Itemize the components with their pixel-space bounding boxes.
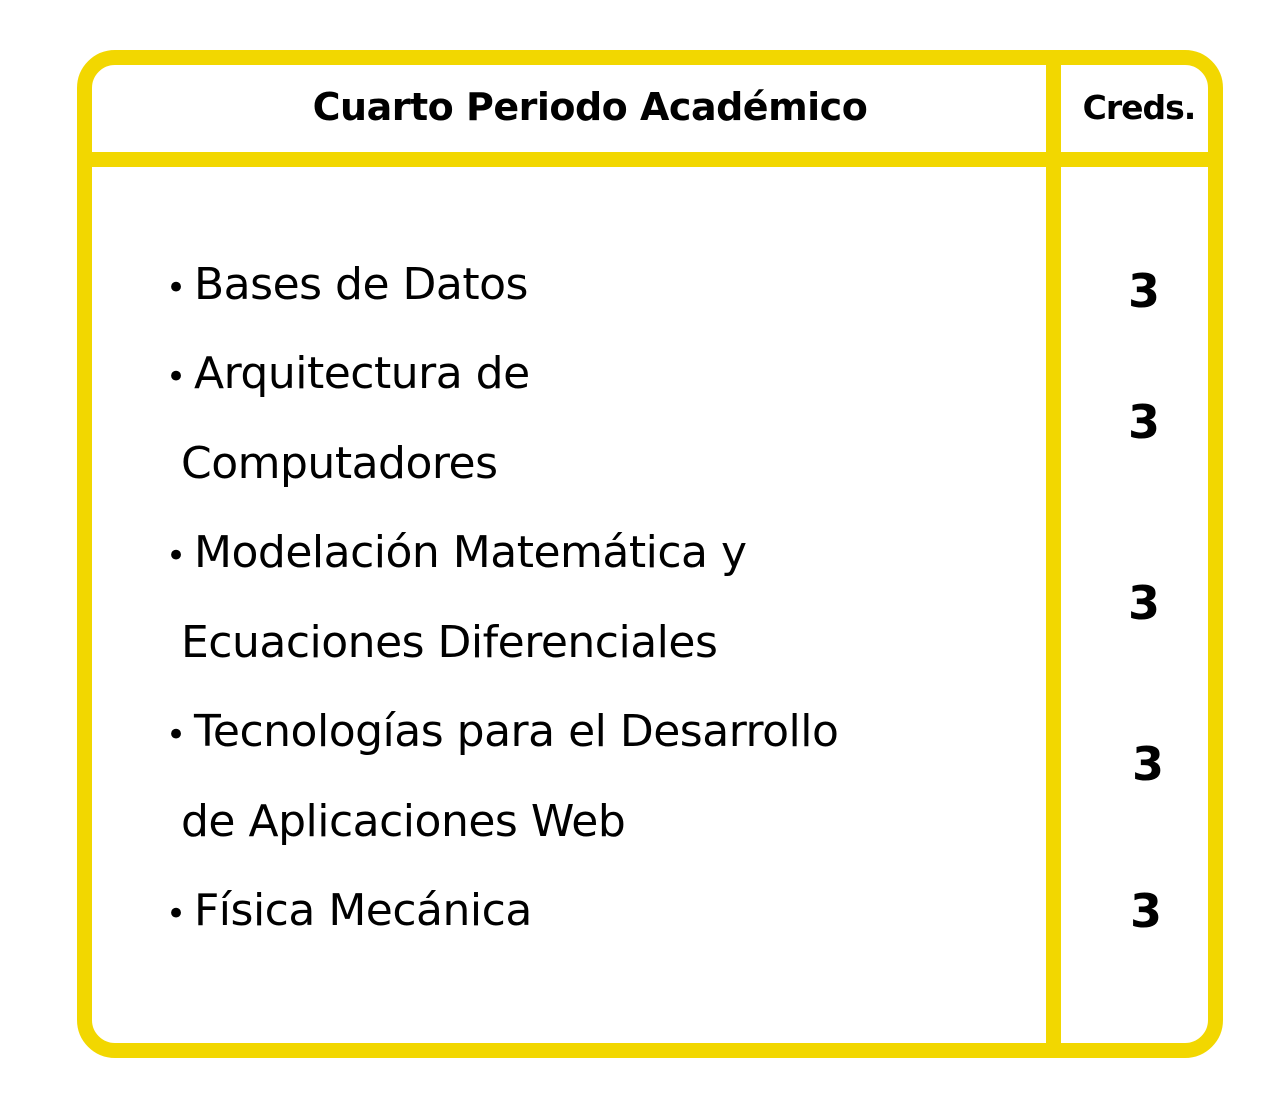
course-name-continued: Computadores [181,438,498,489]
course-name: Modelación Matemática y [194,527,747,578]
course-credits: 3 [1129,884,1162,938]
course-name-continued: de Aplicaciones Web [181,796,626,847]
course-credits: 3 [1131,737,1164,791]
course-item [166,707,838,760]
course-name: Bases de Datos [194,259,528,310]
course-item [166,349,530,402]
course-name: Tecnologías para el Desarrollo [194,706,839,757]
course-name: Física Mecánica [194,885,532,936]
course-name: Arquitectura de [194,348,530,399]
column-divider [1046,58,1061,1050]
period-title: Cuarto Periodo Académico [312,85,868,129]
bullet-icon: • [166,715,186,755]
bullet-icon: • [166,268,186,308]
bullet-icon: • [166,894,186,934]
course-item [166,886,532,939]
bullet-icon: • [166,357,186,397]
course-item [166,528,747,581]
header-divider [85,152,1215,167]
course-credits: 3 [1127,395,1160,449]
course-item [166,260,528,313]
credits-header: Creds. [1082,87,1196,127]
course-name-continued: Ecuaciones Diferenciales [181,617,718,668]
course-credits: 3 [1127,576,1160,630]
course-credits: 3 [1127,264,1160,318]
bullet-icon: • [166,536,186,576]
